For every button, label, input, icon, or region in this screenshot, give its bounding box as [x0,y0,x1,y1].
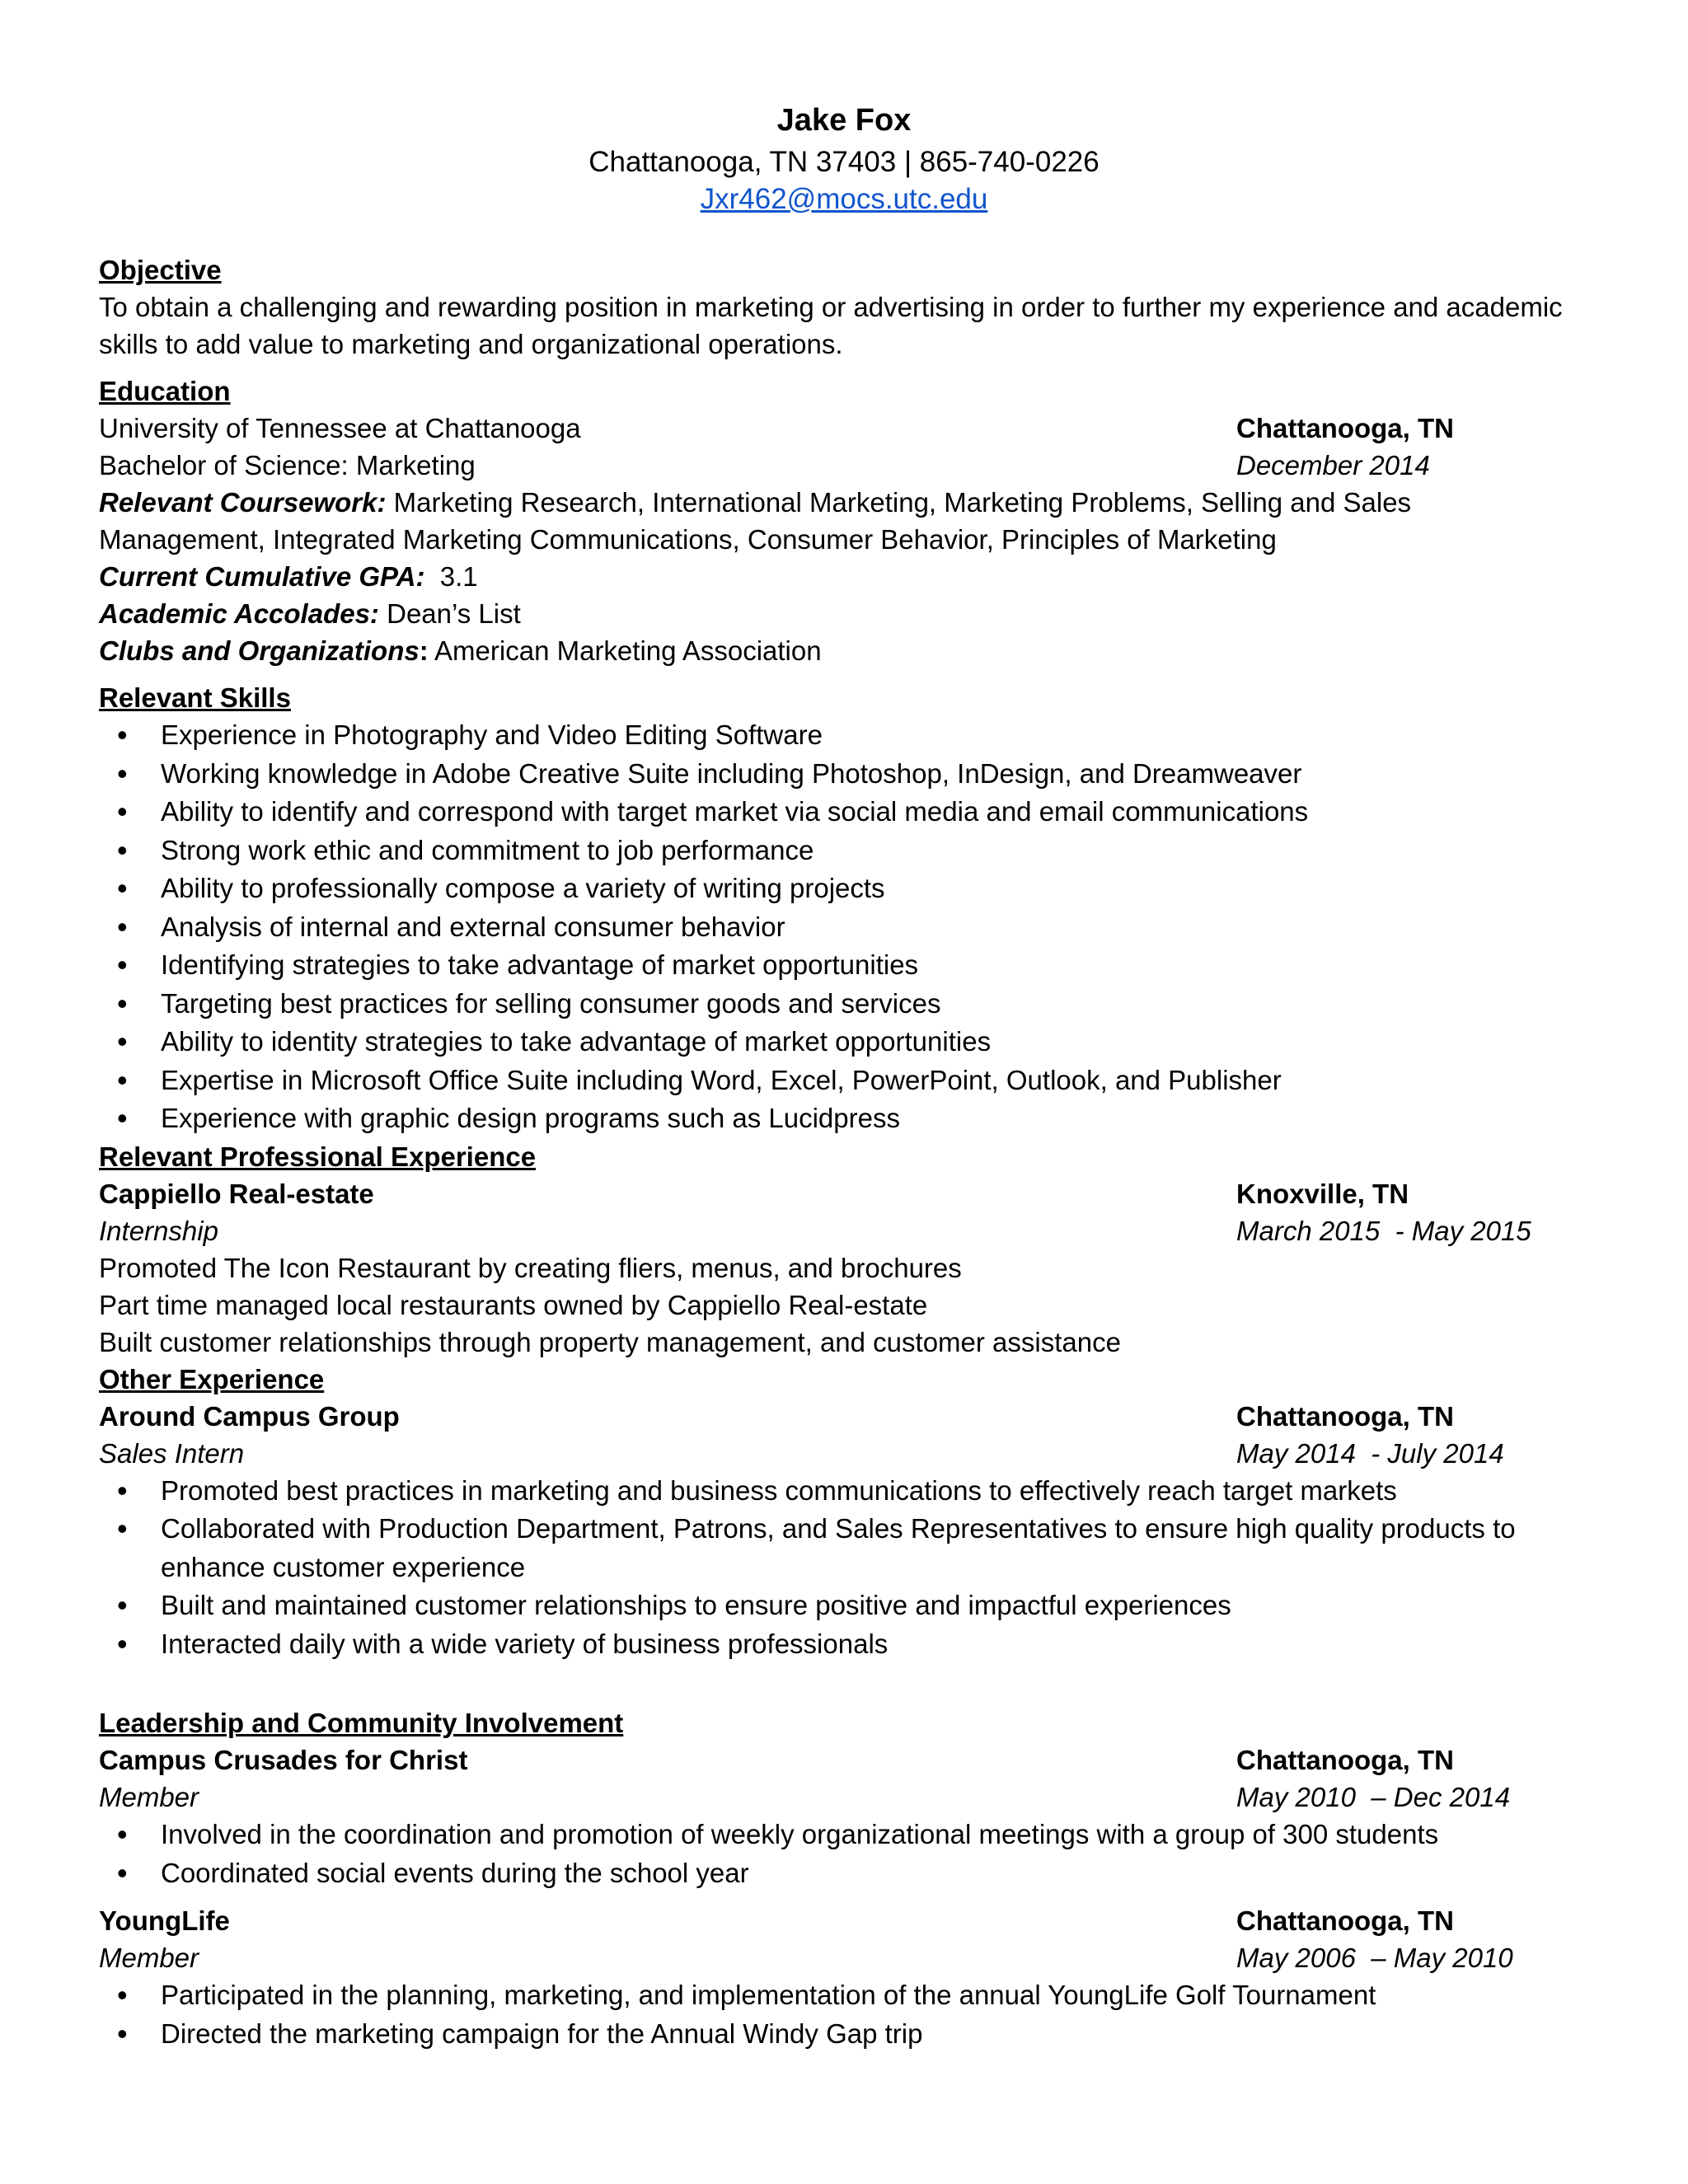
list-item: • Built and maintained customer relationships to ensure positive and impactful experiences [99,1586,1574,1625]
list-item: • Working knowledge in Adobe Creative Suite including Photoshop, InDesign, and Dreamweaver [99,755,1574,794]
accolades-value: Dean’s List [378,598,521,629]
org-name: YoungLife [99,1905,230,1936]
org-location: Chattanooga, TN [1236,1745,1454,1775]
org-dates: May 2006 – May 2010 [1236,1943,1513,1973]
accolades-line [99,595,1574,632]
org-location: Chattanooga, TN [1236,1905,1454,1936]
coursework-label: Relevant Coursework: [99,487,387,518]
clubs-label: Clubs and Organizations [99,635,420,666]
org-row [99,1902,1574,1939]
org-row [99,1741,1574,1779]
skills-list [99,716,1574,1138]
list-item: • Targeting best practices for selling consumer goods and services [99,985,1574,1024]
objective-text: To obtain a challenging and rewarding position in marketing or advertising in order to further my experience and academic skills to add value to marketing and organizational operations. [99,292,1563,359]
list-item: • Ability to identity strategies to take advantage of market opportunities [99,1023,1574,1062]
list-item: • Identifying strategies to take advantage of market opportunities [99,946,1574,985]
candidate-name: Jake Fox [776,103,912,138]
company-location: Knoxville, TN [1236,1178,1409,1209]
company-name: Around Campus Group [99,1400,400,1432]
accolades-label: Academic Accolades: [99,598,379,629]
list-item: • Coordinated social events during the school year [99,1854,1574,1893]
list-item: • Strong work ethic and commitment to job performance [99,832,1574,870]
professional-company-row [99,1175,1574,1212]
experience-line: Built customer relationships through property management, and customer assistance [99,1326,1121,1357]
role-dates: March 2015 - May 2015 [1236,1215,1531,1246]
role-title: Sales Intern [99,1437,245,1469]
list-item: • Ability to professionally compose a variety of writing projects [99,869,1574,908]
professional-heading: Relevant Professional Experience [99,1141,537,1172]
list-item: • Analysis of internal and external consumer behavior [99,908,1574,947]
gpa-line [99,558,1574,595]
list-item: • Interacted daily with a wide variety of business professionals [99,1625,1574,1664]
skills-heading: Relevant Skills [99,682,291,713]
objective-heading: Objective [99,255,222,285]
list-item: • Directed the marketing campaign for the Annual Windy Gap trip [99,2015,1574,2054]
role-dates: May 2014 - July 2014 [1236,1437,1504,1469]
company-location: Chattanooga, TN [1236,1400,1454,1432]
org-role: Member [99,1943,199,1973]
contact-line: Chattanooga, TN 37403 | 865-740-0226 [588,146,1100,178]
list-item: • Promoted best practices in marketing and business communications to effectively reach target markets [99,1472,1574,1511]
resume-header [0,97,1688,218]
other-company-row [99,1398,1574,1435]
org-role: Member [99,1782,199,1812]
coursework-text: Marketing Research, International Marketing, Marketing Problems, Selling and Sales Management, Integrated Marketing Communications, Consumer Behavior, Principles of Marketing [99,487,1412,555]
org-role-row [99,1779,1574,1816]
education-school-row [99,410,1574,447]
other-list [99,1472,1574,1664]
education-heading: Education [99,376,231,406]
org-dates: May 2010 – Dec 2014 [1236,1782,1511,1812]
experience-line: Part time managed local restaurants owned by Cappiello Real-estate [99,1289,928,1320]
graduation-date: December 2014 [1236,450,1430,480]
list-item: • Expertise in Microsoft Office Suite including Word, Excel, PowerPoint, Outlook, and Publisher [99,1062,1574,1100]
professional-role-row [99,1212,1574,1249]
clubs-line [99,632,1574,669]
gpa-value: 3.1 [424,561,478,592]
other-role-row [99,1435,1574,1472]
other-heading: Other Experience [99,1363,325,1394]
education-degree-row [99,447,1574,484]
degree: Bachelor of Science: Marketing [99,450,476,480]
clubs-value: American Marketing Association [428,635,822,666]
school-name: University of Tennessee at Chattanooga [99,413,581,443]
list-item: • Collaborated with Production Department, Patrons, and Sales Representatives to ensure high quality products to enhance customer experience [99,1510,1574,1586]
org-list [99,1976,1574,2053]
org-role-row [99,1939,1574,1976]
leadership-heading: Leadership and Community Involvement [99,1708,624,1738]
list-item: • Experience with graphic design programs such as Lucidpress [99,1099,1574,1138]
company-name: Cappiello Real-estate [99,1178,374,1209]
gpa-label: Current Cumulative GPA: [99,561,425,592]
coursework-line [99,484,1574,558]
list-item: • Involved in the coordination and promotion of weekly organizational meetings with a group of 300 students [99,1816,1574,1854]
list-item: • Experience in Photography and Video Editing Software [99,716,1574,755]
role-title: Internship [99,1215,218,1246]
resume-body [99,251,1574,2053]
list-item: • Ability to identify and correspond with target market via social media and email communications [99,793,1574,832]
org-list [99,1816,1574,1892]
school-location: Chattanooga, TN [1236,413,1454,443]
experience-line: Promoted The Icon Restaurant by creating fliers, menus, and brochures [99,1252,962,1283]
email-link[interactable]: Jxr462@mocs.utc.edu [700,183,988,215]
clubs-colon: : [419,635,429,666]
org-name: Campus Crusades for Christ [99,1745,468,1775]
list-item: • Participated in the planning, marketing, and implementation of the annual YoungLife Golf Tournament [99,1976,1574,2015]
